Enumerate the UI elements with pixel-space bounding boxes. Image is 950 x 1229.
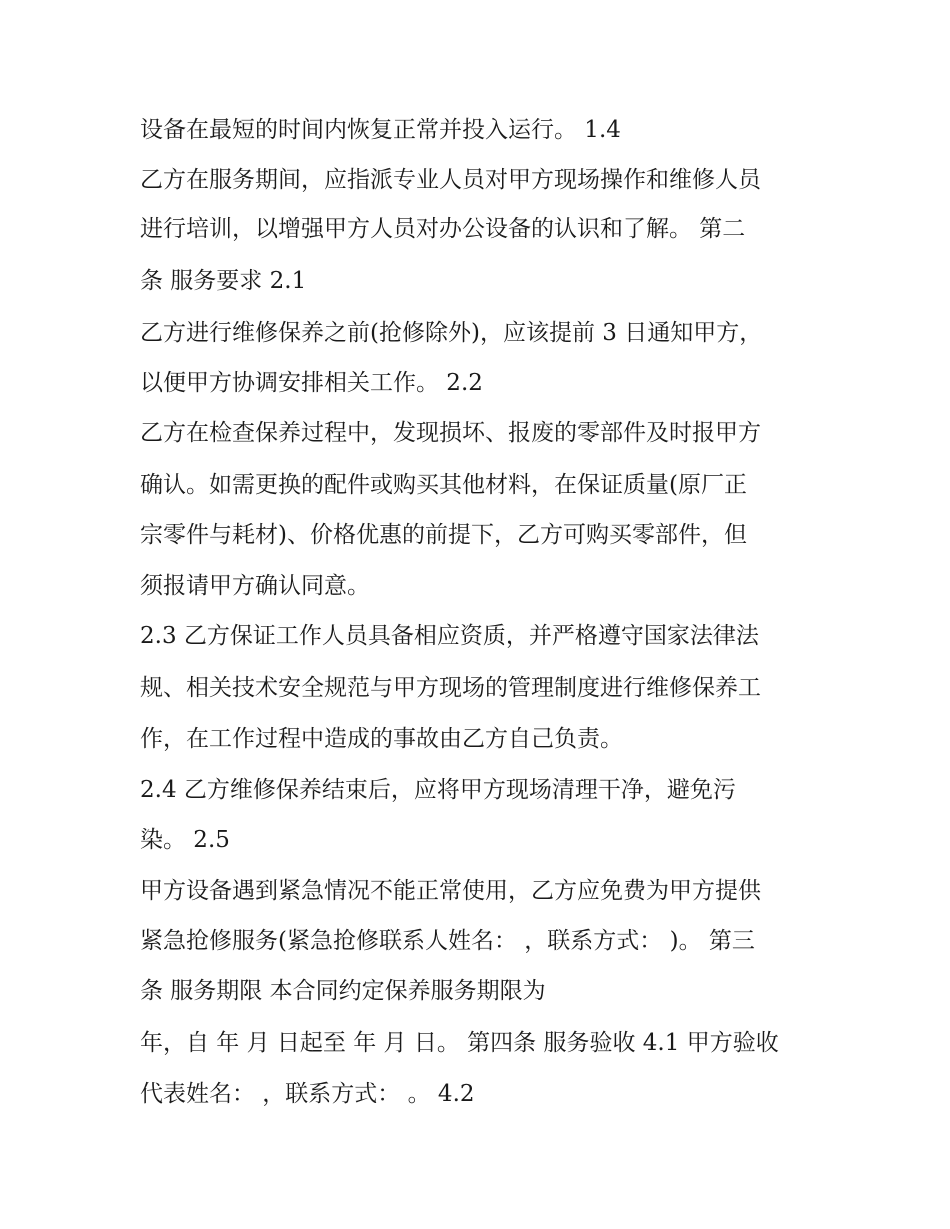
text-line: 甲方设备遇到紧急情况不能正常使用，乙方应免费为甲方提供: [140, 878, 761, 904]
text-line: 须报请甲方确认同意。: [140, 573, 370, 599]
text-line: 以便甲方协调安排相关工作。 2.2: [140, 370, 483, 396]
text-line: 乙方进行维修保养之前(抢修除外)，应该提前 3 日通知甲方，: [140, 320, 763, 346]
text-line: 宗零件与耗材)、价格优惠的前提下，乙方可购买零部件，但: [140, 522, 747, 548]
text-line: 代表姓名： ，联系方式： 。 4.2: [140, 1081, 475, 1107]
text-line: 乙方在服务期间，应指派专业人员对甲方现场操作和维修人员: [140, 167, 761, 193]
text-line: 紧急抢修服务(紧急抢修联系人姓名： ，联系方式： )。 第三: [140, 928, 755, 954]
text-line: 2.4 乙方维修保养结束后，应将甲方现场清理干净，避免污: [140, 777, 736, 803]
text-line: 确认。如需更换的配件或购买其他材料，在保证质量(原厂正: [140, 472, 747, 498]
text-line: 进行培训，以增强甲方人员对办公设备的认识和了解。 第二: [140, 216, 746, 242]
text-line: 设备在最短的时间内恢复正常并投入运行。 1.4: [140, 117, 621, 143]
text-line: 作，在工作过程中造成的事故由乙方自己负责。: [140, 726, 623, 752]
text-line: 染。 2.5: [140, 827, 230, 853]
text-line: 条 服务期限 本合同约定保养服务期限为: [140, 978, 546, 1004]
text-line: 条 服务要求 2.1: [140, 268, 307, 294]
text-line: 年，自 年 月 日起至 年 月 日。 第四条 服务验收 4.1 甲方验收: [140, 1030, 779, 1056]
text-line: 乙方在检查保养过程中，发现损坏、报废的零部件及时报甲方: [140, 420, 761, 446]
text-line: 规、相关技术安全规范与甲方现场的管理制度进行维修保养工: [140, 675, 761, 701]
text-line: 2.3 乙方保证工作人员具备相应资质，并严格遵守国家法律法: [140, 623, 759, 649]
